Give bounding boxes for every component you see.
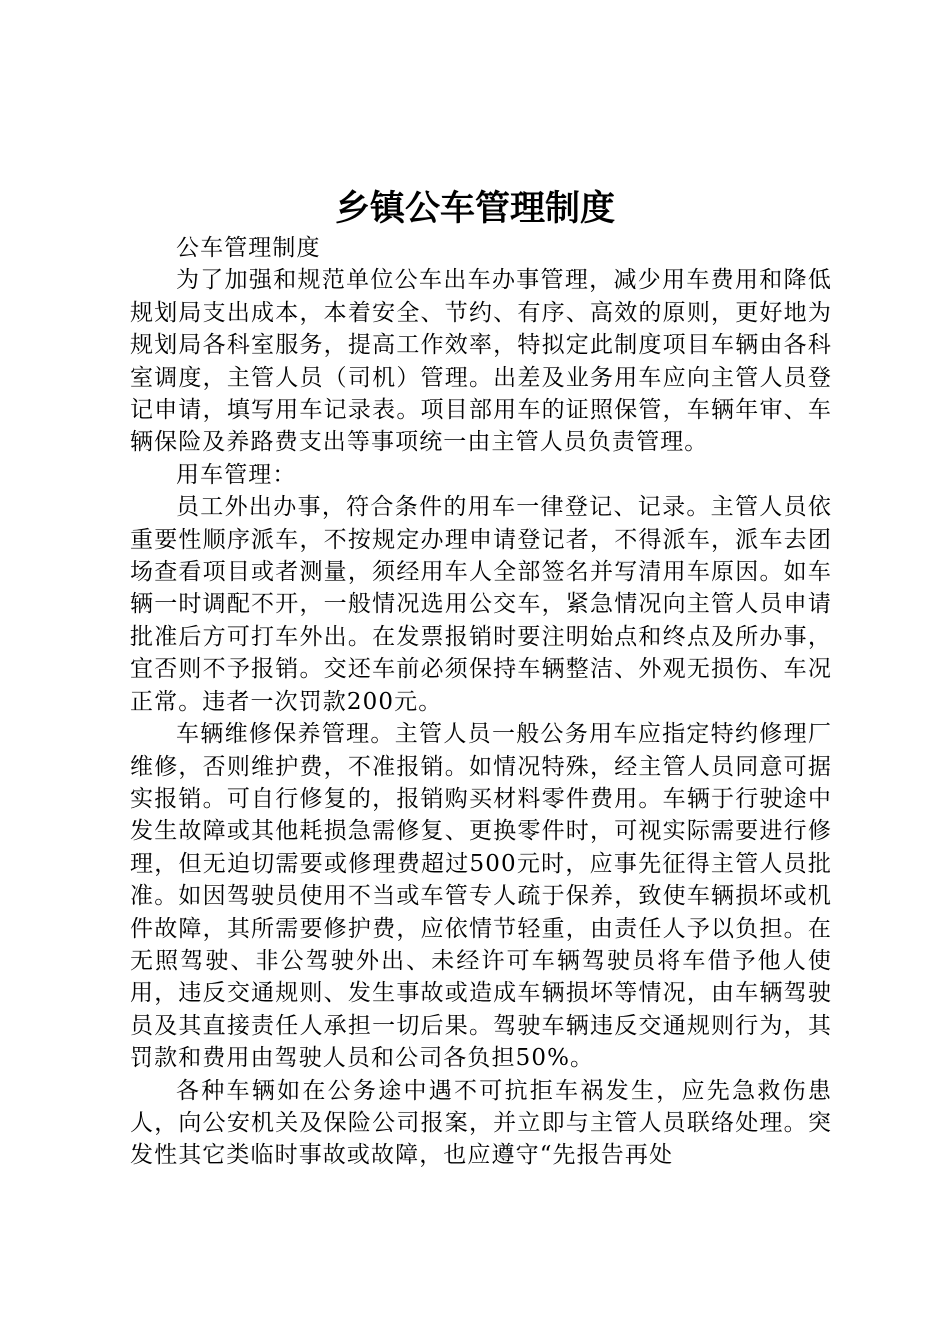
document-body — [130, 232, 832, 1172]
paragraph-intro: 为了加强和规范单位公车出车办事管理，减少用车费用和降低规划局支出成本，本着安全、节约、有序、高效的原则，更好地为规划局各科室服务，提高工作效率，特拟定此制度项目车辆由各科室调度，主管人员（司机）管理。出差及业务用车应向主管人员登记申请，填写用车记录表。项目部用车的证照保管，车辆年审、车辆保险及养路费支出等事项统一由主管人员负责管理。 — [130, 267, 832, 456]
paragraph-subtitle: 公车管理制度 — [176, 235, 321, 261]
document-title: 乡镇公车管理制度 — [334, 189, 615, 229]
paragraph-section-heading: 用车管理： — [176, 461, 297, 488]
paragraph-vehicle-use: 员工外出办事，符合条件的用车一律登记、记录。主管人员依重要性顺序派车，不按规定办理申请登记者，不得派车，派车去团场查看项目或者测量，须经用车人全部签名并写清用车原因。如车辆一时调配不开，一般情况选用公交车，紧急情况向主管人员申请批准后方可打车外出。在发票报销时要注明始点和终点及所办事，宜否则不予报销。交还车前必须保持车辆整洁、外观无损伤、车况正常。违者一次罚款200元。 — [130, 494, 832, 715]
paragraph-maintenance: 车辆维修保养管理。主管人员一般公务用车应指定特约修理厂维修，否则维护费，不准报销。如情况特殊，经主管人员同意可据实报销。可自行修复的，报销购买材料零件费用。车辆于行驶途中发生故障或其他耗损急需修复、更换零件时，可视实际需要进行修理，但无迫切需要或修理费超过500元时，应事先征得主管人员批准。如因驾驶员使用不当或车管专人疏于保养，致使车辆损坏或机件故障，其所需要修护费，应依情节轻重，由责任人予以负担。在无照驾驶、非公驾驶外出、未经许可车辆驾驶员将车借予他人使用，违反交通规则、发生事故或造成车辆损坏等情况，由车辆驾驶员及其直接责任人承担一切后果。驾驶车辆违反交通规则行为，其罚款和费用由驾驶人员和公司各负担50%。 — [130, 721, 832, 1072]
paragraph-accidents: 各种车辆如在公务途中遇不可抗拒车祸发生，应先急救伤患人，向公安机关及保险公司报案，并立即与主管人员联络处理。突发性其它类临时事故或故障，也应遵守“先报告再处 — [130, 1077, 832, 1169]
